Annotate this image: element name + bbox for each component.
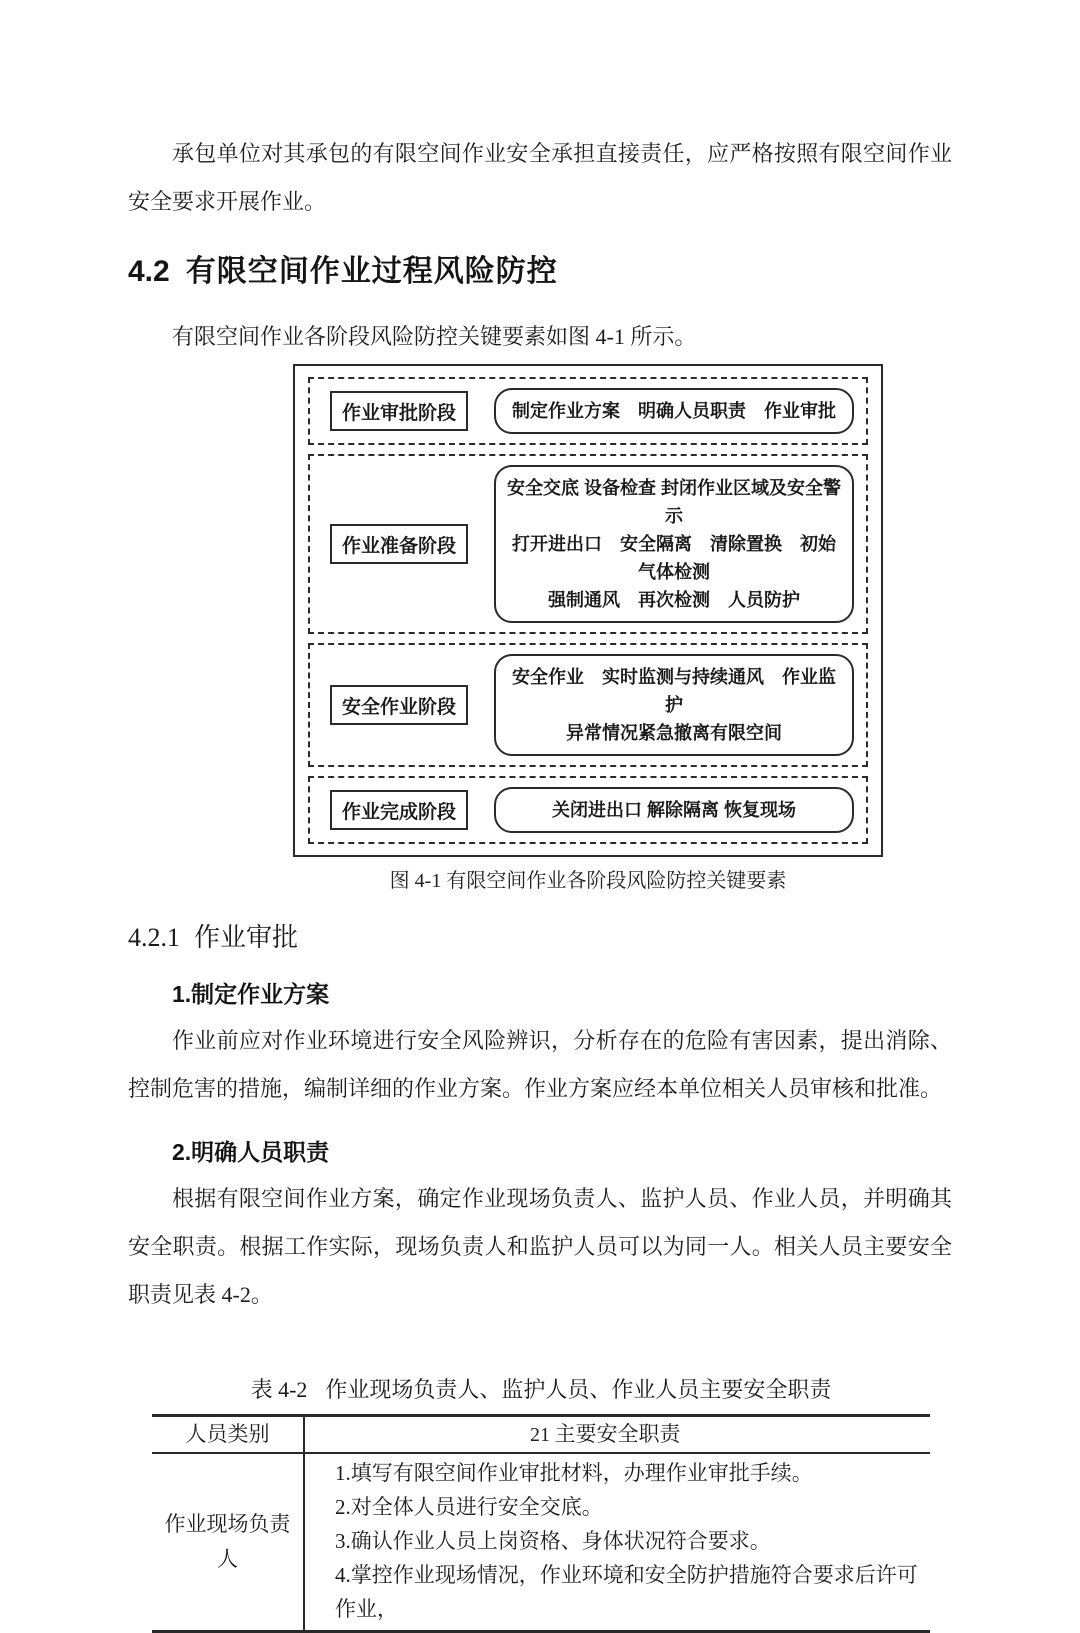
- section-number: 4.2: [128, 255, 170, 288]
- duty-item: 4.掌控作业现场情况，作业环境和安全防护措施符合要求后许可作业，: [335, 1563, 918, 1621]
- stage-detail-approval: [494, 388, 854, 434]
- table-cell-category: 作业现场负责人: [152, 1454, 305, 1630]
- section-title: 有限空间作业过程风险防控: [185, 255, 558, 288]
- table-header-category: 人员类别: [152, 1417, 305, 1452]
- duty-item: 2.对全体人员进行安全交底。: [335, 1495, 603, 1519]
- detail-line: 安全作业 实时监测与持续通风 作业监护: [512, 667, 836, 715]
- intro-paragraph: 承包单位对其承包的有限空间作业安全承担直接责任，应严格按照有限空间作业安全要求开展作业。: [128, 141, 952, 214]
- detail-line: 打开进出口 安全隔离 清除置换 初始气体检测: [512, 534, 836, 582]
- figure-4-1-diagram: [293, 364, 883, 857]
- item-heading-1: 1.制定作业方案: [172, 981, 330, 1007]
- table-number: 表 4-2: [250, 1377, 308, 1402]
- subsection-heading: [128, 921, 952, 955]
- table-row: [152, 1454, 930, 1630]
- table-cell-duties: [305, 1454, 930, 1630]
- figure-row-safe-operation: [308, 643, 868, 767]
- item-heading-2: 2.明确人员职责: [172, 1139, 330, 1165]
- figure-row-approval: [308, 377, 868, 445]
- stage-label-approval: 作业审批阶段: [330, 391, 468, 431]
- figure-intro-paragraph: 有限空间作业各阶段风险防控关键要素如图 4-1 所示。: [172, 324, 697, 349]
- figure-caption: 图 4-1 有限空间作业各阶段风险防控关键要素: [389, 870, 787, 892]
- section-heading: [128, 252, 952, 292]
- table-title-text: 作业现场负责人、监护人员、作业人员主要安全职责: [325, 1377, 832, 1402]
- subsection-title: 作业审批: [194, 923, 299, 952]
- stage-label-preparation: 作业准备阶段: [330, 524, 468, 564]
- duty-item: 3.确认作业人员上岗资格、身体状况符合要求。: [335, 1529, 771, 1553]
- figure-row-preparation: [308, 454, 868, 634]
- duty-item: 1.填写有限空间作业审批材料，办理作业审批手续。: [335, 1461, 813, 1485]
- detail-line: 异常情况紧急撤离有限空间: [566, 723, 782, 743]
- table-title: [152, 1373, 930, 1404]
- detail-line: 关闭进出口 解除隔离 恢复现场: [551, 800, 796, 820]
- stage-label-safe-operation: 安全作业阶段: [330, 685, 468, 725]
- page-number: 21: [530, 1424, 550, 1446]
- stage-detail-completion: [494, 787, 854, 833]
- plan-paragraph: 作业前应对作业环境进行安全风险辨识，分析存在的危险有害因素，提出消除、控制危害的措施，编制详细的作业方案。作业方案应经本单位相关人员审核和批准。: [128, 1028, 952, 1101]
- subsection-number: 4.2.1: [128, 923, 180, 952]
- stage-label-completion: 作业完成阶段: [330, 790, 468, 830]
- duty-paragraph: 根据有限空间作业方案，确定作业现场负责人、监护人员、作业人员，并明确其安全职责。根据工作实际，现场负责人和监护人员可以为同一人。相关人员主要安全职责见表 4-2。: [128, 1186, 952, 1307]
- stage-detail-safe-operation: [494, 654, 854, 756]
- detail-line: 安全交底 设备检查 封闭作业区域及安全警示: [506, 478, 841, 526]
- stage-detail-preparation: [494, 465, 854, 623]
- figure-row-completion: [308, 776, 868, 844]
- figure-4-1-wrap: [293, 364, 883, 893]
- detail-line: 制定作业方案 明确人员职责 作业审批: [512, 401, 836, 421]
- detail-line: 强制通风 再次检测 人员防护: [548, 590, 800, 610]
- table-header-duties: 主要安全职责: [554, 1422, 681, 1446]
